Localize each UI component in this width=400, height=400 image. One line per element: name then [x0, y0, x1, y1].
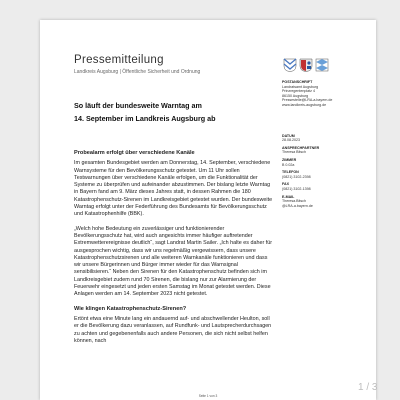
postanschrift-line: 86150 Augsburg: [282, 93, 309, 98]
body-paragraph: „Welch hohe Bedeutung ein zuverlässiger und funktionierender Bevölkerungsschutz hat, wird auch angesichts immer häufiger auftretender Extremwetterereignisse deutlich“, sagt Landrat Martin Sailer. „Ich halte es daher für ausgesprochen wichtig, dass wir uns regelmäßig vergewissern, dass unsere Katastrophenschutzsirenen und alle weiteren Warnkanäle funktionieren und dass wir unsere Bürgerinnen und Bürger immer wieder für das Warnsignal sensibilisieren.“ Neben den Sirenen für den Katastrophenschutz befinden sich im Landkreisgebiet zudem rund 70 Sirenen, die bislang nur zur Alarmierung der Feuerwehr eingesetzt und jeden ersten Samstag im Monat getestet werden. Diese Anlagen werden am 14. September 2023 nicht getestet.: [74, 225, 273, 298]
document-page: [40, 20, 376, 400]
postanschrift-line: Landratsamt Augsburg: [282, 84, 319, 89]
telefon-value: (0821) 3102-2398: [282, 174, 311, 179]
ansprechpartner-value: Theresa Bitsch: [282, 150, 306, 155]
postanschrift-email-link[interactable]: Pressestelle@LRA-a.bayern.de: [282, 98, 333, 103]
press-headline: [74, 99, 274, 125]
coat-of-arms-logos: [282, 58, 342, 72]
press-body: [74, 150, 274, 352]
fax-value: (0821) 3102-1398: [282, 186, 311, 191]
page-footer: Seite 1 von 3: [198, 394, 218, 398]
datum-label: DATUM: [282, 133, 295, 138]
lozenge-pattern-icon: [316, 59, 328, 71]
document-title: Pressemitteilung: [74, 54, 164, 66]
headline-line: 14. September im Landkreis Augsburg ab: [74, 114, 216, 123]
postanschrift-label: POSTANSCHRIFT: [282, 80, 313, 84]
email-label: E-MAIL: [282, 194, 295, 199]
body-paragraph: Im gesamten Bundesgebiet werden am Donnerstag, 14. September, verschiedene Warnsysteme für den Bevölkerungsschutz getestet. Um 11 Uhr sollen Testwarnungen über verschiedene Kanäle erfolgen, um die Funktionalität der Systeme zu überprüfen und aufeinander abzustimmen. Der bislang letzte Warntag in Bayern fand am 9. März dieses Jahres statt, in dessen Rahmen die 180 Katastrophenschutz-Sirenen im Landkreisgebiet getestet wurden. Der bundesweite Warntag erfolgt unter der Federführung des Bundesamts für Bevölkerungsschutz und Katastrophenhilfe (BBK).: [74, 160, 273, 218]
datum-value: 28.08.2023: [282, 138, 300, 143]
ansprechpartner-label: ANSPRECHPARTNER: [282, 145, 320, 150]
body-paragraph: Ertönt etwa eine Minute lang ein andauernd auf- und abschwellender Heulton, soll er die Bevölkerung dazu veranlassen, auf Rundfunk- und Lautsprecherdurchsagen zu achten und gegebenenfalls auch andere Personen, die sich nicht selbst helfen können, nach: [74, 315, 272, 344]
email-value[interactable]: Theresa.Bitsch: [282, 199, 306, 204]
page-indicator: 1 / 3: [358, 382, 378, 393]
postanschrift-web-link[interactable]: www.landkreis-augsburg.de: [282, 102, 327, 107]
section-heading: Probealarm erfolgt über verschiedene Kanäle: [74, 150, 195, 156]
headline-line: So läuft der bundesweite Warntag am: [74, 101, 202, 110]
contact-sidebar: [282, 77, 370, 208]
fax-label: FAX: [282, 182, 289, 187]
zimmer-value: B 0.02a: [282, 162, 295, 167]
telefon-label: TELEFON: [282, 170, 299, 175]
postanschrift-line: Prinzregentenplatz 4: [282, 89, 315, 94]
email-value[interactable]: @LRA-a.bayern.de: [282, 203, 313, 208]
zimmer-label: ZIMMER: [282, 157, 297, 162]
document-subtitle: Landkreis Augsburg | Öffentliche Sicherheit und Ordnung: [74, 69, 201, 75]
bavaria-lozenge-icon: [284, 59, 296, 72]
section-heading: Wie klingen Katastrophenschutz-Sirenen?: [74, 305, 187, 312]
landkreis-crest-icon: [300, 59, 312, 72]
